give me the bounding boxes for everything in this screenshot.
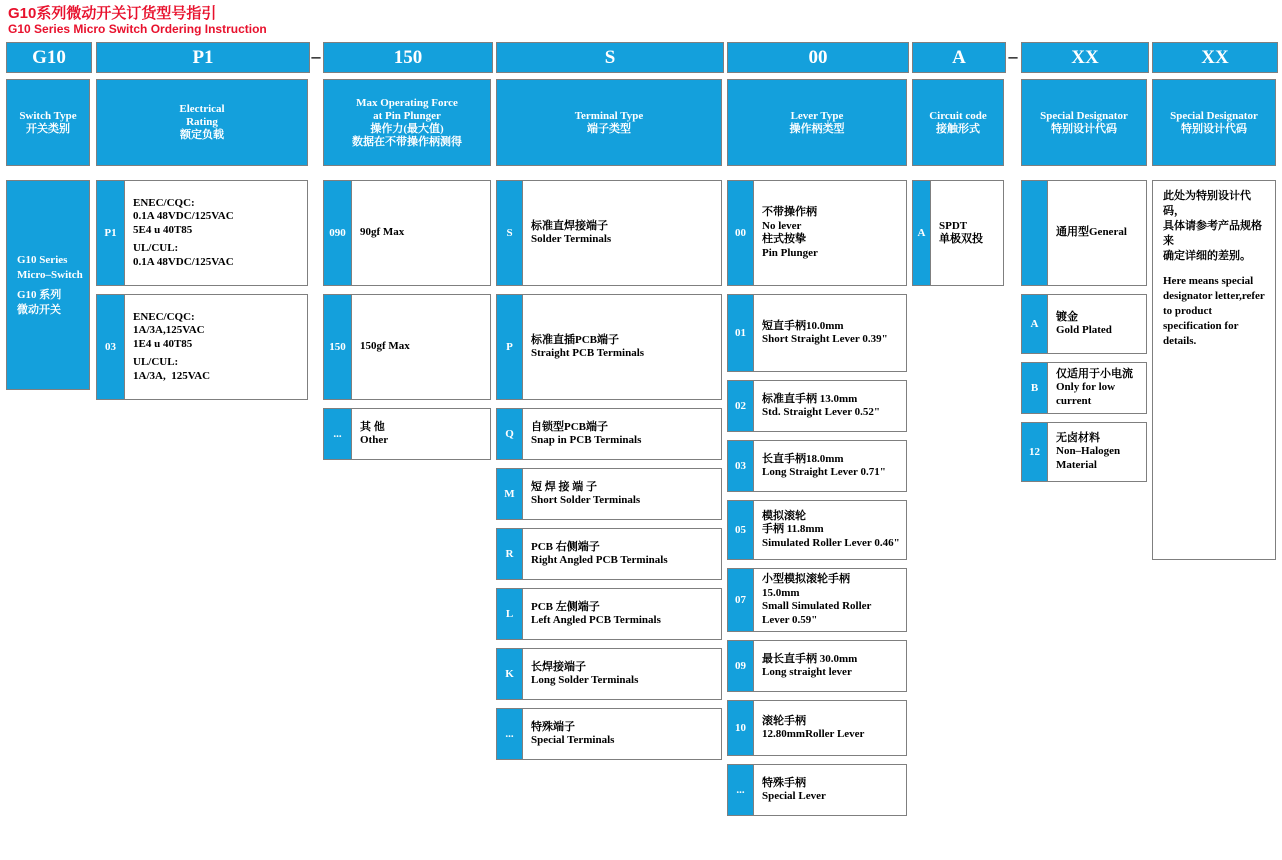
special-note-en: [1163, 274, 1265, 349]
special-designator-option-label-line: Only for low: [1056, 381, 1116, 394]
lever-type-option-label-line: Short Straight Lever 0.39": [762, 333, 888, 345]
switch-type-block: [6, 180, 90, 390]
lever-type-option-label-line: Simulated Roller Lever 0.46": [762, 536, 900, 549]
operating-force-option-label-line: 150gf Max: [360, 340, 410, 353]
separator-dash-2: –: [1008, 46, 1018, 66]
special-designator-option-label-line: Gold Plated: [1056, 324, 1112, 336]
terminal-type-option-key: K: [497, 649, 523, 699]
circuit-code-option[interactable]: [912, 180, 1004, 286]
lever-type-option-label-line: Std. Straight Lever 0.52": [762, 406, 881, 418]
terminal-type-option[interactable]: [496, 708, 722, 760]
header-text-line: Max Operating Force: [356, 96, 458, 109]
operating-force-option-label: [352, 295, 490, 399]
lever-type-option-label-line: 特殊手柄: [762, 776, 806, 789]
operating-force-option-label: [352, 181, 490, 285]
header-text-line: Electrical: [179, 103, 225, 115]
lever-type-option[interactable]: [727, 180, 907, 286]
code-box-switch-type: G10: [6, 42, 92, 73]
lever-type-option-label-line: Lever 0.59": [762, 613, 818, 626]
header-special-1: [1021, 79, 1147, 166]
lever-type-option-label: [754, 501, 906, 559]
lever-type-option-label: [754, 701, 906, 755]
header-text-line: 额定负载: [180, 129, 224, 141]
terminal-type-option-key: L: [497, 589, 523, 639]
header-switch-type: [6, 79, 90, 166]
terminal-type-option[interactable]: [496, 528, 722, 580]
terminal-type-option-label-line: 特殊端子: [531, 720, 575, 733]
lever-type-option-label-line: 手柄 11.8mm: [762, 523, 824, 536]
lever-type-option-label-line: 模拟滚轮: [762, 509, 806, 522]
lever-type-option-label: [754, 641, 906, 691]
special-designator-option[interactable]: [1021, 422, 1147, 482]
lever-type-option-key: 10: [728, 701, 754, 755]
lever-type-option[interactable]: [727, 440, 907, 492]
electrical-rating-option-label-line: 0.1A 48VDC/125VAC: [133, 255, 234, 268]
lever-type-option-key: 07: [728, 569, 754, 631]
terminal-type-option-label-line: Straight PCB Terminals: [531, 347, 645, 359]
special-designator-option-label-line: 无卤材料: [1056, 431, 1100, 444]
operating-force-option-label-line: Other: [360, 434, 389, 446]
page-title-cn: G10系列微动开关订货型号指引: [8, 5, 217, 22]
special-designator-option-label: [1048, 423, 1146, 481]
header-terminal: [496, 79, 722, 166]
terminal-type-option-key: P: [497, 295, 523, 399]
lever-type-option[interactable]: [727, 500, 907, 560]
special-designator-option-label-line: 通用型General: [1056, 226, 1127, 239]
electrical-rating-option[interactable]: [96, 294, 308, 400]
operating-force-option-label-line: 其 他: [360, 420, 385, 433]
header-text-line: Circuit code: [929, 109, 987, 122]
lever-type-option-key: 00: [728, 181, 754, 285]
special-designator-option-key: B: [1022, 363, 1048, 413]
electrical-rating-option-label-line: UL/CUL:: [133, 242, 179, 255]
terminal-type-option-label-line: Solder Terminals: [531, 233, 612, 245]
terminal-type-option-key: M: [497, 469, 523, 519]
lever-type-option-label-line: 标准直手柄 13.0mm: [762, 392, 858, 405]
header-text-line: 接触形式: [936, 122, 980, 135]
terminal-type-option-label: [523, 469, 721, 519]
header-text-line: Special Designator: [1040, 109, 1128, 122]
operating-force-option-key: 150: [324, 295, 352, 399]
header-lever: [727, 79, 907, 166]
header-text-line: 特别设计代码: [1181, 122, 1247, 135]
lever-type-option-key: 05: [728, 501, 754, 559]
header-text-line: Switch Type: [19, 109, 77, 122]
terminal-type-option-label-line: PCB 左侧端子: [531, 600, 600, 613]
terminal-type-option-label-line: 标准直焊接端子: [531, 219, 608, 232]
terminal-type-option-label-line: Left Angled PCB Terminals: [531, 614, 661, 626]
electrical-rating-option-label: [125, 181, 307, 285]
special-note-en-line: Here means special: [1163, 275, 1254, 287]
circuit-code-option-key: A: [913, 181, 931, 285]
lever-type-option-label-line: 不带操作柄: [762, 206, 817, 218]
lever-type-option-key: 09: [728, 641, 754, 691]
lever-type-option-label: [754, 441, 906, 491]
header-text-line: 数据在不带操作柄测得: [352, 135, 462, 148]
terminal-type-option-label-line: 自锁型PCB端子: [531, 420, 608, 433]
header-text-line: Rating: [186, 116, 218, 128]
special-note-cn-line: 确定详细的差别。: [1163, 250, 1251, 262]
terminal-type-option-key: Q: [497, 409, 523, 459]
terminal-type-option-label: [523, 649, 721, 699]
switch-type-line: Micro–Switch: [17, 268, 83, 281]
electrical-rating-option-label-line: ENEC/CQC:: [133, 196, 195, 209]
special-designator-option[interactable]: [1021, 294, 1147, 354]
operating-force-option-label: [352, 409, 490, 459]
lever-type-option-label-line: 小型模拟滚轮手柄: [762, 573, 850, 585]
terminal-type-option-label-line: 标准直插PCB端子: [531, 333, 619, 346]
terminal-type-option-label-line: 长焊接端子: [531, 660, 586, 673]
code-box-special-2: XX: [1152, 42, 1278, 73]
lever-type-option-key: 01: [728, 295, 754, 371]
lever-type-option-key: 03: [728, 441, 754, 491]
code-box-lever: 00: [727, 42, 909, 73]
code-box-rating: P1: [96, 42, 310, 73]
header-text-line: 端子类型: [587, 122, 631, 135]
lever-type-option-label-line: No lever: [762, 219, 802, 232]
switch-type-line: 微动开关: [17, 303, 61, 316]
terminal-type-option-label: [523, 529, 721, 579]
special-note-en-line: to product: [1163, 305, 1212, 317]
operating-force-option-label-line: 90gf Max: [360, 226, 405, 239]
lever-type-option-label-line: Long straight lever: [762, 666, 852, 678]
terminal-type-option-label-line: Right Angled PCB Terminals: [531, 554, 668, 566]
terminal-type-option[interactable]: [496, 648, 722, 700]
lever-type-option-label: [754, 181, 906, 285]
header-text-line: Special Designator: [1170, 109, 1258, 122]
special-note-en-line: details.: [1163, 335, 1197, 347]
electrical-rating-option-key: P1: [97, 181, 125, 285]
code-box-special-1: XX: [1021, 42, 1149, 73]
special-designator-option-label-line: 镀金: [1056, 310, 1078, 323]
lever-type-option[interactable]: [727, 568, 907, 632]
lever-type-option-label-line: 长直手柄18.0mm: [762, 452, 844, 465]
lever-type-option[interactable]: [727, 294, 907, 372]
separator-dash-1: –: [311, 46, 321, 66]
special-note-cn: [1163, 189, 1265, 264]
terminal-type-option-key: ...: [497, 709, 523, 759]
header-text-line: at Pin Plunger: [373, 109, 441, 122]
lever-type-option-label-line: 滚轮手柄: [762, 714, 806, 727]
electrical-rating-option-label-line: 0.1A 48VDC/125VAC: [133, 210, 234, 223]
switch-type-line: G10 Series: [17, 253, 68, 266]
terminal-type-option-label: [523, 709, 721, 759]
lever-type-option-label-line: 15.0mm: [762, 586, 800, 599]
special-designator-option[interactable]: [1021, 362, 1147, 414]
operating-force-option[interactable]: [323, 408, 491, 460]
operating-force-option[interactable]: [323, 180, 491, 286]
special-designator-option-label-line: 仅适用于小电流: [1056, 367, 1133, 380]
electrical-rating-option-label-line: 1A/3A, 125VAC: [133, 369, 211, 382]
lever-type-option-key: 02: [728, 381, 754, 431]
terminal-type-option-label-line: PCB 右侧端子: [531, 540, 600, 553]
header-text-line: 操作力(最大值): [370, 122, 444, 135]
special-designator-option-label-line: current: [1056, 394, 1092, 407]
lever-type-option[interactable]: [727, 640, 907, 692]
switch-type-line: G10 系列: [17, 288, 62, 301]
terminal-type-option[interactable]: [496, 294, 722, 400]
special-designator-option-label: [1048, 295, 1146, 353]
special-designator-option[interactable]: [1021, 180, 1147, 286]
header-text-line: 操作柄类型: [789, 122, 845, 135]
terminal-type-option-label-line: Long Solder Terminals: [531, 674, 639, 686]
terminal-type-option[interactable]: [496, 468, 722, 520]
special-note-en-line: specification for: [1163, 320, 1239, 332]
electrical-rating-option-label-line: 5E4 u 40T85: [133, 223, 193, 236]
lever-type-option-label-line: 短直手柄10.0mm: [762, 319, 844, 332]
operating-force-option-key: 090: [324, 181, 352, 285]
code-box-circuit: A: [912, 42, 1006, 73]
lever-type-option-label: [754, 569, 906, 631]
lever-type-option-label-line: 12.80mmRoller Lever: [762, 728, 865, 740]
special-note-en-line: designator letter,refer: [1163, 290, 1265, 302]
lever-type-option-label-line: Pin Plunger: [762, 246, 818, 259]
lever-type-option-label-line: 柱式按挚: [762, 233, 806, 245]
terminal-type-option-key: S: [497, 181, 523, 285]
circuit-code-option-label: [931, 181, 1003, 285]
terminal-type-option[interactable]: [496, 180, 722, 286]
lever-type-option[interactable]: [727, 764, 907, 816]
special-designator-option-label: [1048, 181, 1146, 285]
terminal-type-option[interactable]: [496, 408, 722, 460]
terminal-type-option-label: [523, 295, 721, 399]
lever-type-option-label: [754, 381, 906, 431]
terminal-type-option-key: R: [497, 529, 523, 579]
code-box-force: 150: [323, 42, 493, 73]
electrical-rating-option-label-line: 1A/3A,125VAC: [133, 324, 205, 337]
special-designator-option-key: [1022, 181, 1048, 285]
header-rating: [96, 79, 308, 166]
special-designator-option-label-line: Non–Halogen: [1056, 445, 1121, 458]
lever-type-option[interactable]: [727, 380, 907, 432]
header-text-line: Lever Type: [790, 109, 844, 122]
electrical-rating-option-label-line: ENEC/CQC:: [133, 310, 195, 323]
lever-type-option-label-line: 最长直手柄 30.0mm: [762, 652, 858, 665]
electrical-rating-option[interactable]: [96, 180, 308, 286]
special-designator-option-key: A: [1022, 295, 1048, 353]
circuit-code-option-label-line: 单极双投: [939, 233, 983, 245]
lever-type-option-label-line: Long Straight Lever 0.71": [762, 466, 886, 478]
header-circuit: [912, 79, 1004, 166]
terminal-type-option-label-line: Special Terminals: [531, 734, 615, 746]
terminal-type-option-label: [523, 589, 721, 639]
terminal-type-option-label-line: 短 焊 接 端 子: [531, 480, 597, 493]
header-text-line: 特别设计代码: [1051, 122, 1117, 135]
electrical-rating-option-label-line: 1E4 u 40T85: [133, 337, 193, 350]
electrical-rating-option-label: [125, 295, 307, 399]
special-note-cn-line: 具体请参考产品规格来: [1163, 220, 1262, 247]
special-note-box: [1152, 180, 1276, 560]
operating-force-option[interactable]: [323, 294, 491, 400]
terminal-type-option-label: [523, 409, 721, 459]
terminal-type-option-label-line: Snap in PCB Terminals: [531, 434, 642, 446]
special-designator-option-label: [1048, 363, 1146, 413]
lever-type-option-label: [754, 295, 906, 371]
special-designator-option-key: 12: [1022, 423, 1048, 481]
header-special-2: [1152, 79, 1276, 166]
code-box-terminal: S: [496, 42, 724, 73]
lever-type-option-label-line: Special Lever: [762, 790, 826, 802]
terminal-type-option[interactable]: [496, 588, 722, 640]
header-text-line: Terminal Type: [574, 109, 644, 122]
terminal-type-option-label-line: Short Solder Terminals: [531, 494, 641, 506]
electrical-rating-option-key: 03: [97, 295, 125, 399]
lever-type-option-key: ...: [728, 765, 754, 815]
electrical-rating-option-label-line: UL/CUL:: [133, 356, 179, 369]
special-designator-option-label-line: Material: [1056, 458, 1097, 471]
lever-type-option-label-line: Small Simulated Roller: [762, 600, 872, 612]
header-force: [323, 79, 491, 166]
operating-force-option-key: ...: [324, 409, 352, 459]
header-text-line: 开关类别: [26, 122, 70, 135]
page-title-en: G10 Series Micro Switch Ordering Instruction: [8, 22, 267, 36]
lever-type-option[interactable]: [727, 700, 907, 756]
terminal-type-option-label: [523, 181, 721, 285]
special-note-cn-line: 此处为特别设计代码，: [1163, 190, 1251, 217]
circuit-code-option-label-line: SPDT: [939, 219, 968, 232]
lever-type-option-label: [754, 765, 906, 815]
